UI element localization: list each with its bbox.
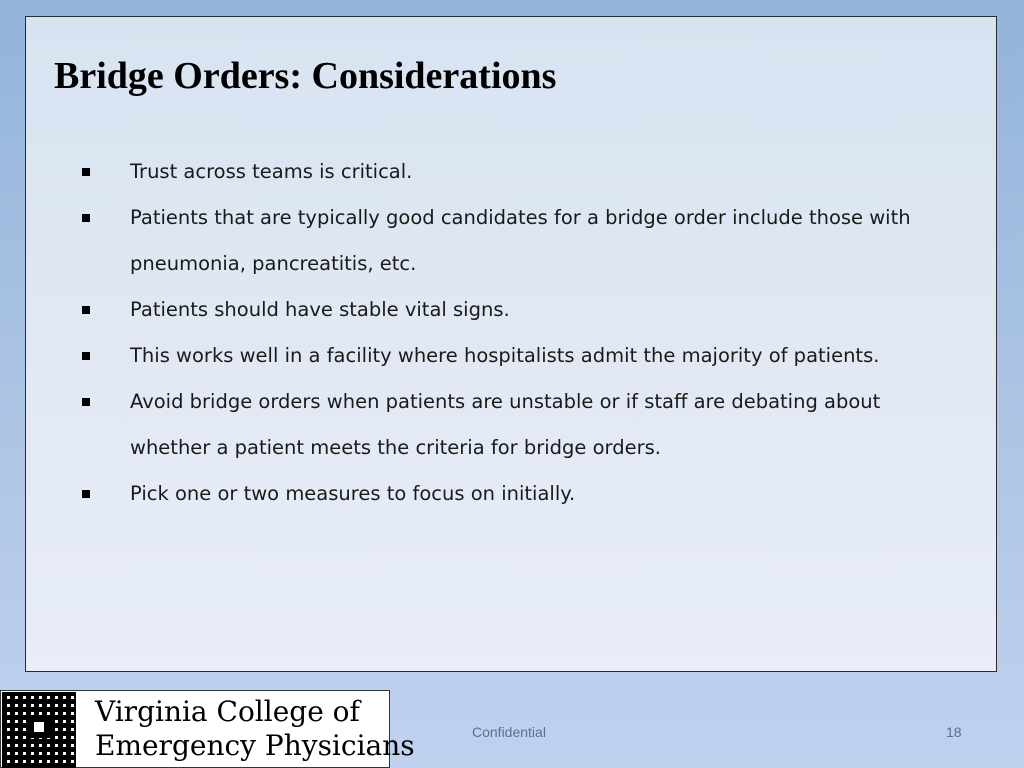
bullet-text: Patients should have stable vital signs. <box>130 298 510 321</box>
bullet-text: Avoid bridge orders when patients are unstable or if staff are debating about whether a patient meets the criteria for bridge orders. <box>130 390 881 459</box>
square-bullet-icon <box>82 352 90 360</box>
bullet-text: Pick one or two measures to focus on initially. <box>130 482 576 505</box>
square-bullet-icon <box>82 490 90 498</box>
square-bullet-icon <box>82 214 90 222</box>
slide-title: Bridge Orders: Considerations <box>54 55 557 97</box>
logo-line-1: Virginia College of <box>95 695 360 728</box>
square-bullet-icon <box>82 168 90 176</box>
bullet-list <box>26 149 966 517</box>
confidential-label: Confidential <box>472 724 546 740</box>
bullet-text: Patients that are typically good candidates for a bridge order include those with pneumonia, pancreatitis, etc. <box>130 206 911 275</box>
bullet-item <box>26 149 966 195</box>
bullet-item <box>26 379 966 471</box>
page-number: 18 <box>946 724 962 740</box>
bullet-item <box>26 287 966 333</box>
bullet-item <box>26 195 966 287</box>
logo-text <box>95 695 415 763</box>
logo-line-2: Emergency Physicians <box>95 729 415 762</box>
square-bullet-icon <box>82 398 90 406</box>
bullet-text: This works well in a facility where hospitalists admit the majority of patients. <box>130 344 880 367</box>
bullet-item <box>26 471 966 517</box>
bullet-item <box>26 333 966 379</box>
grid-logo-icon <box>2 692 76 768</box>
bullet-text: Trust across teams is critical. <box>130 160 413 183</box>
square-bullet-icon <box>82 306 90 314</box>
organization-logo <box>0 690 415 768</box>
slide-content-panel <box>25 16 997 672</box>
